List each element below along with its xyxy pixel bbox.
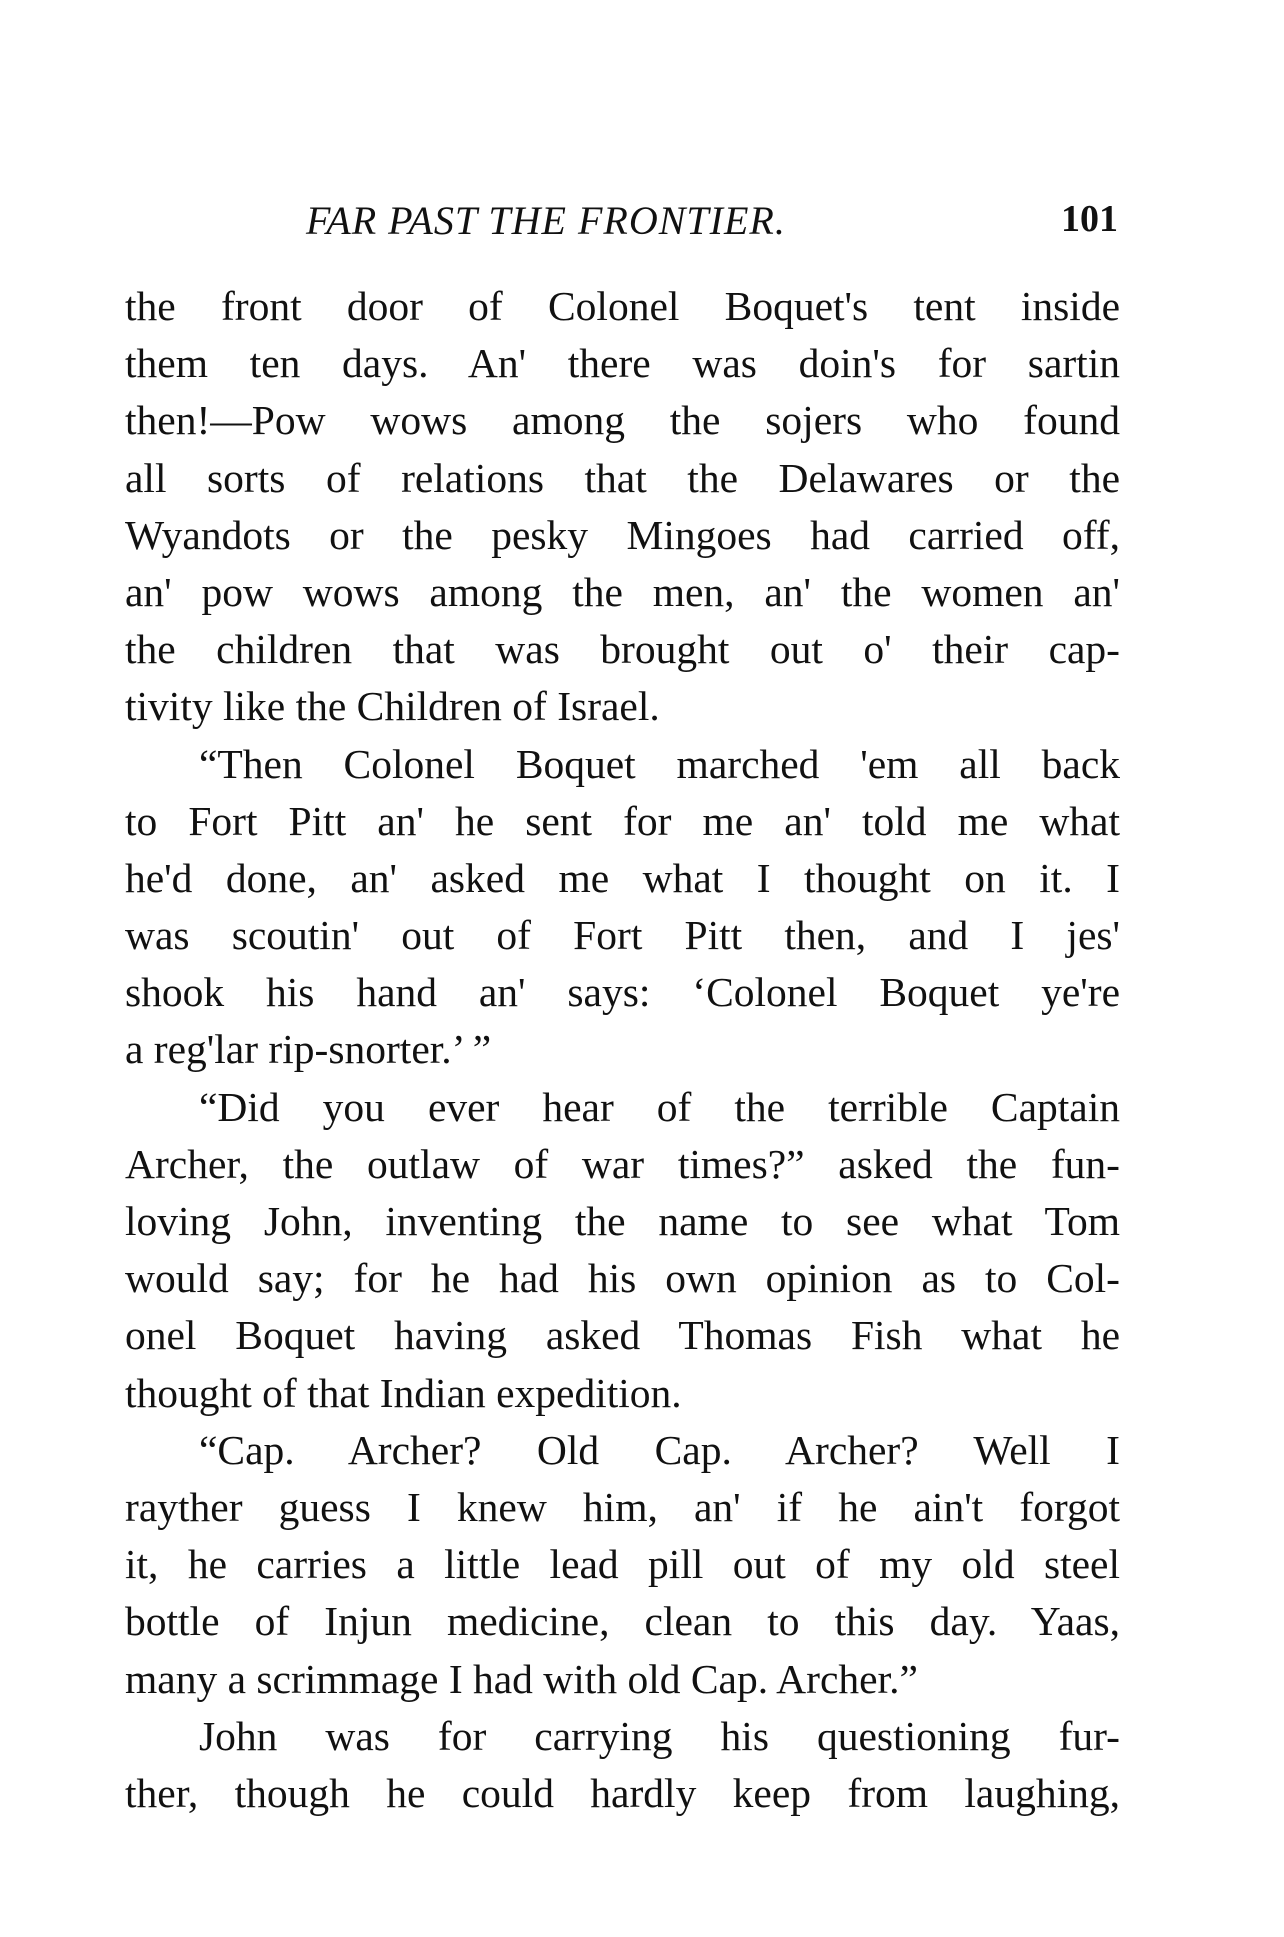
text-line: John was for carrying his questioning fur- [199,1712,1120,1759]
text-line: tivity like the Children of Israel. [125,683,660,730]
text-line: the front door of Colonel Boquet's tent inside [125,283,1120,329]
text-line: was scoutin' out of Fort Pitt then, and I jes' [125,912,1120,959]
text-line: then!—Pow wows among the sojers who found [125,397,1120,444]
text-line: them ten days. An' there was doin's for sartin [125,340,1120,387]
text-line: thought of that Indian expedition. [125,1369,682,1416]
text-line: bottle of Injun medicine, clean to this day. Yaas, [125,1598,1120,1645]
running-head [128,197,1118,249]
text-line: all sorts of relations that the Delawares or the [125,454,1120,501]
text-line: would say; for he had his own opinion as to Col- [125,1255,1120,1302]
text-line: a reg'lar rip-snorter.’ ” [125,1026,492,1073]
text-line: shook his hand an' says: ‘Colonel Boquet ye're [125,969,1120,1016]
text-line: many a scrimmage I had with old Cap. Archer.” [125,1655,918,1702]
text-line: the children that was brought out o' their cap- [125,626,1120,673]
text-line: loving John, inventing the name to see what Tom [125,1198,1120,1244]
body-text [125,278,1120,1822]
text-line: an' pow wows among the men, an' the women an' [125,568,1120,615]
text-line: onel Boquet having asked Thomas Fish what he [125,1312,1120,1359]
text-line: “Did you ever hear of the terrible Captain [199,1083,1120,1130]
text-line: Archer, the outlaw of war times?” asked the fun- [125,1140,1120,1187]
text-line: to Fort Pitt an' he sent for me an' told me what [125,797,1120,844]
text-line: Wyandots or the pesky Mingoes had carried off, [125,511,1120,558]
text-line: ther, though he could hardly keep from laughing, [125,1769,1120,1816]
text-line: he'd done, an' asked me what I thought on it. I [125,854,1120,901]
text-line: “Then Colonel Boquet marched 'em all back [199,740,1120,787]
running-title: FAR PAST THE FRONTIER. [306,198,786,243]
text-line: “Cap. Archer? Old Cap. Archer? Well I [199,1426,1120,1473]
page-number: 101 [1061,198,1118,240]
text-line: rayther guess I knew him, an' if he ain't forgot [125,1483,1120,1530]
text-line: it, he carries a little lead pill out of my old steel [125,1541,1120,1588]
